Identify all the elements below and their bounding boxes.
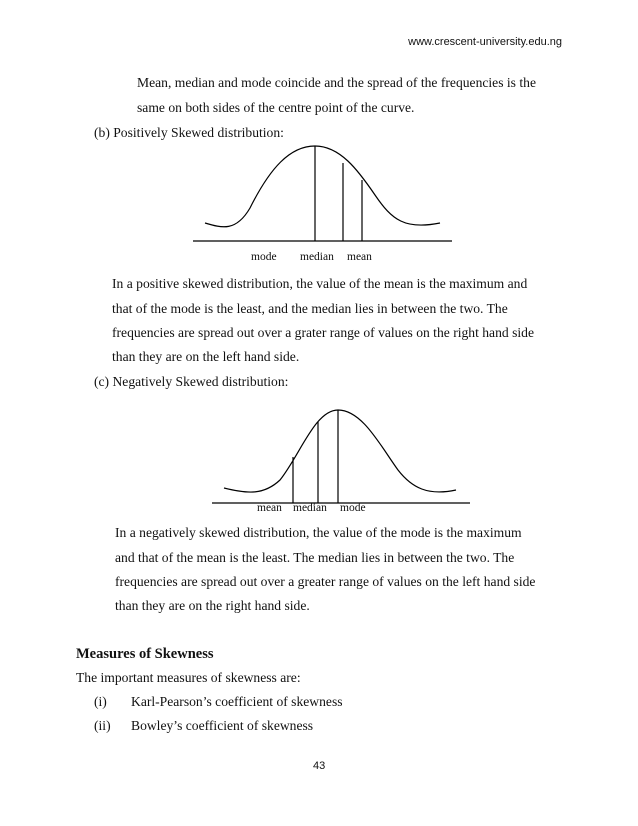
measure-item-2-num: (ii) bbox=[94, 718, 111, 733]
negative-skew-diagram bbox=[212, 410, 470, 503]
negative-line-4: than they are on the right hand side. bbox=[115, 598, 310, 613]
measure-item-1-num: (i) bbox=[94, 694, 107, 709]
positive-line-1: In a positive skewed distribution, the value of the mean is the maximum and bbox=[112, 276, 528, 291]
negative-line-3: frequencies are spread out over a greater range of values on the left hand side bbox=[115, 574, 536, 589]
positive-label-mode: mode bbox=[251, 251, 277, 263]
negative-curve bbox=[224, 410, 456, 492]
negative-label-mode: mode bbox=[340, 502, 366, 514]
positive-line-4: than they are on the left hand side. bbox=[112, 349, 300, 364]
measure-item-1-text: Karl-Pearson’s coefficient of skewness bbox=[131, 694, 343, 709]
measure-item-2-text: Bowley’s coefficient of skewness bbox=[131, 718, 314, 733]
negative-line-2: and that of the mean is the least. The median lies in between the two. The bbox=[115, 550, 515, 565]
page-number: 43 bbox=[313, 760, 326, 772]
positive-label-median: median bbox=[300, 251, 334, 263]
negative-label-median: median bbox=[293, 502, 327, 514]
positive-curve bbox=[205, 146, 440, 227]
negative-label-mean: mean bbox=[257, 502, 282, 514]
symmetric-line-1: Mean, median and mode coincide and the spread of the frequencies is the bbox=[137, 75, 536, 90]
positive-line-2: that of the mode is the least, and the median lies in between the two. The bbox=[112, 301, 508, 316]
positive-skew-diagram bbox=[193, 146, 452, 241]
negative-heading: (c) Negatively Skewed distribution: bbox=[94, 374, 289, 389]
negative-line-1: In a negatively skewed distribution, the value of the mode is the maximum bbox=[115, 525, 522, 540]
measures-intro: The important measures of skewness are: bbox=[76, 670, 301, 685]
positive-heading: (b) Positively Skewed distribution: bbox=[94, 125, 284, 140]
header-url: www.crescent-university.edu.ng bbox=[408, 36, 562, 48]
symmetric-line-2: same on both sides of the centre point of the curve. bbox=[137, 100, 415, 115]
measures-title: Measures of Skewness bbox=[76, 646, 214, 662]
positive-line-3: frequencies are spread out over a grater range of values on the right hand side bbox=[112, 325, 534, 340]
positive-label-mean: mean bbox=[347, 251, 372, 263]
